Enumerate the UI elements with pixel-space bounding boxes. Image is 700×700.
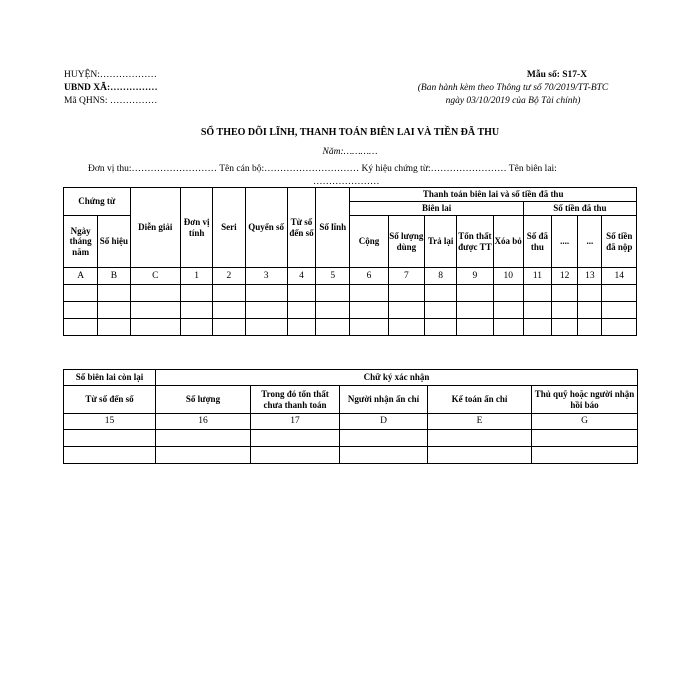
header-so-luong-dung: Số lượng dùng — [388, 216, 424, 268]
qhns-label: Mã QHNS: …………… — [64, 96, 158, 106]
header-so-tien-da-nop: Số tiền đã nộp — [602, 216, 637, 268]
header-ngay: Ngày tháng năm — [64, 216, 98, 268]
col-code: 14 — [602, 268, 637, 285]
col-code: 7 — [388, 268, 424, 285]
document-title: SỔ THEO DÕI LĨNH, THANH TOÁN BIÊN LAI VÀ TIỀN ĐÃ THU — [200, 127, 500, 138]
col-code: 13 — [578, 268, 602, 285]
info-block — [88, 163, 628, 189]
header-tra-lai: Trả lại — [425, 216, 457, 268]
col-code: B — [98, 268, 130, 285]
header-right — [360, 69, 666, 108]
header-chung-tu: Chứng từ — [64, 188, 131, 216]
header-so-hieu: Số hiệu — [98, 216, 130, 268]
col-code: A — [64, 268, 98, 285]
header-quyen-so: Quyển số — [245, 188, 287, 268]
header-dots-2: ... — [578, 216, 602, 268]
info-line-2: ………………… — [313, 177, 380, 187]
col-code: 3 — [245, 268, 287, 285]
col-code: 16 — [156, 414, 251, 430]
col-code: 11 — [523, 268, 551, 285]
col-code: 5 — [316, 268, 350, 285]
col-code: C — [130, 268, 180, 285]
col-code: 6 — [350, 268, 388, 285]
header-tu-so-den-so: Từ số đến số — [64, 386, 156, 414]
header-so-tien-da-thu: Số tiền đã thu — [523, 202, 636, 216]
commune-label: UBND XÃ:…………… — [64, 83, 158, 93]
header-don-vi-tinh: Đơn vị tính — [180, 188, 212, 268]
header-ke-toan: Kế toán ấn chỉ — [428, 386, 532, 414]
col-code: 8 — [425, 268, 457, 285]
header-tu-so: Từ số đến số — [287, 188, 315, 268]
col-code: 2 — [213, 268, 245, 285]
header-cong: Cộng — [350, 216, 388, 268]
table-row — [64, 430, 638, 447]
col-code: 17 — [251, 414, 340, 430]
col-code: G — [532, 414, 638, 430]
table-row — [64, 319, 637, 336]
header-so-luong: Số lượng — [156, 386, 251, 414]
district-label: HUYỆN:……………… — [64, 70, 157, 80]
header-thu-quy: Thủ quỹ hoặc người nhận hồi báo — [532, 386, 638, 414]
col-code: E — [428, 414, 532, 430]
header-left — [64, 69, 158, 108]
ledger-table — [63, 187, 637, 336]
header-seri: Seri — [213, 188, 245, 268]
info-line-1: Đơn vị thu:……………………… Tên cán bộ:………………………… Ký hiệu chứng từ:…………………… Tên biên lai: — [88, 164, 557, 174]
column-code-row — [64, 414, 638, 430]
col-code: 15 — [64, 414, 156, 430]
col-code: D — [340, 414, 428, 430]
header-thanh-toan: Thanh toán biên lai và số tiền đã thu — [350, 188, 637, 202]
issued-date: ngày 03/10/2019 của Bộ Tài chính) — [445, 96, 581, 106]
issued-by: (Ban hành kèm theo Thông tư số 70/2019/TT-BTC — [417, 83, 609, 93]
header-chu-ky: Chữ ký xác nhận — [156, 370, 638, 386]
header-ton-that-chua-tt: Trong đó tổn thất chưa thanh toán — [251, 386, 340, 414]
header-dots-1: .... — [552, 216, 578, 268]
col-code: 12 — [552, 268, 578, 285]
header-ton-that: Tổn thất được TT — [457, 216, 493, 268]
header-so-da-thu: Số đã thu — [523, 216, 551, 268]
header-bien-lai: Biên lai — [350, 202, 523, 216]
col-code: 10 — [493, 268, 523, 285]
table-row — [64, 447, 638, 464]
header-nguoi-nhan: Người nhận ấn chỉ — [340, 386, 428, 414]
header-dien-giai: Diễn giải — [130, 188, 180, 268]
header-so-bien-lai-con-lai: Số biên lai còn lại — [64, 370, 156, 386]
column-code-row — [64, 268, 637, 285]
header-so-linh: Số lĩnh — [316, 188, 350, 268]
header-xoa-bo: Xóa bỏ — [493, 216, 523, 268]
table-row — [64, 285, 637, 302]
col-code: 9 — [457, 268, 493, 285]
col-code: 1 — [180, 268, 212, 285]
form-number: Mẫu số: S17-X — [526, 70, 588, 80]
col-code: 4 — [287, 268, 315, 285]
year-line: Năm:………… — [322, 147, 378, 157]
remaining-table — [63, 369, 638, 464]
table-row — [64, 302, 637, 319]
